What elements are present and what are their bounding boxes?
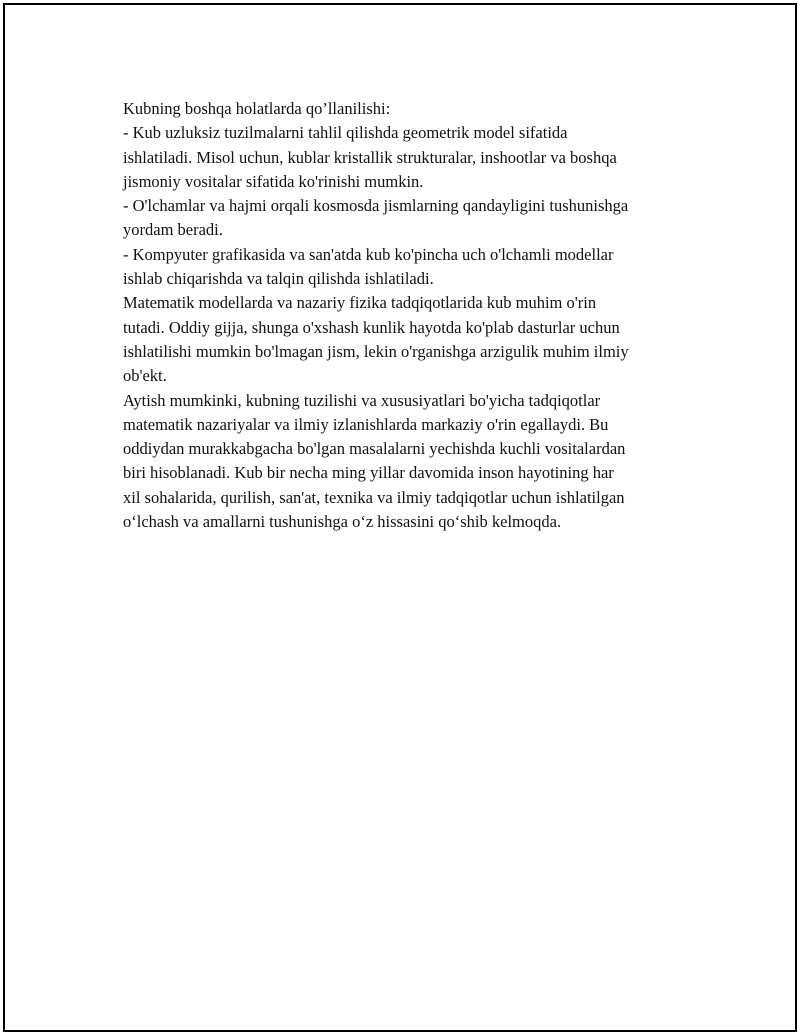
text-line: ishlab chiqarishda va talqin qilishda ishlatiladi. — [123, 269, 434, 289]
text-line: - Kub uzluksiz tuzilmalarni tahlil qilishda geometrik model sifatida — [123, 123, 568, 143]
text-line: Aytish mumkinki, kubning tuzilishi va xususiyatlari bo'yicha tadqiqotlar — [123, 390, 601, 410]
text-line: - Kompyuter grafikasida va san'atda kub ko'pincha uch o'lchamli modellar — [123, 244, 614, 264]
text-line: ishlatilishi mumkin bo'lmagan jism, lekin o'rganishga arzigulik muhim ilmiy — [123, 341, 629, 361]
text-line: - O'lchamlar va hajmi orqali kosmosda jismlarning qandayligini tushunishga — [123, 196, 629, 216]
paragraph-mathematical-models — [123, 291, 703, 388]
text-line: ob'ekt. — [123, 366, 167, 386]
text-line: Matematik modellarda va nazariy fizika tadqiqotlarida kub muhim o'rin — [123, 293, 597, 313]
text-line: jismoniy vositalar sifatida ko'rinishi mumkin. — [123, 171, 424, 191]
text-line: yordam beradi. — [123, 220, 223, 240]
text-line: xil sohalarida, qurilish, san'at, texnika va ilmiy tadqiqotlar uchun ishlatilgan — [123, 487, 625, 507]
document-body — [123, 97, 703, 534]
text-line: matematik nazariyalar va ilmiy izlanishlarda markaziy o'rin egallaydi. Bu — [123, 414, 609, 434]
text-line: ishlatiladi. Misol uchun, kublar kristallik strukturalar, inshootlar va boshqa — [123, 147, 617, 167]
text-line: tutadi. Oddiy gijja, shunga o'xshash kunlik hayotda ko'plab dasturlar uchun — [123, 317, 620, 337]
text-line: biri hisoblanadi. Kub bir necha ming yillar davomida inson hayotining har — [123, 463, 614, 483]
section-heading: Kubning boshqa holatlarda qo’llanilishi: — [123, 99, 391, 118]
text-line: oddiydan murakkabgacha bo'lgan masalalarni yechishda kuchli vositalardan — [123, 439, 626, 459]
page-frame — [3, 3, 797, 1032]
paragraph-conclusion — [123, 389, 703, 535]
text-line: o‘lchash va amallarni tushunishga o‘z hissasini qo‘shib kelmoqda. — [123, 512, 562, 532]
paragraph-cube-applications — [123, 97, 703, 291]
